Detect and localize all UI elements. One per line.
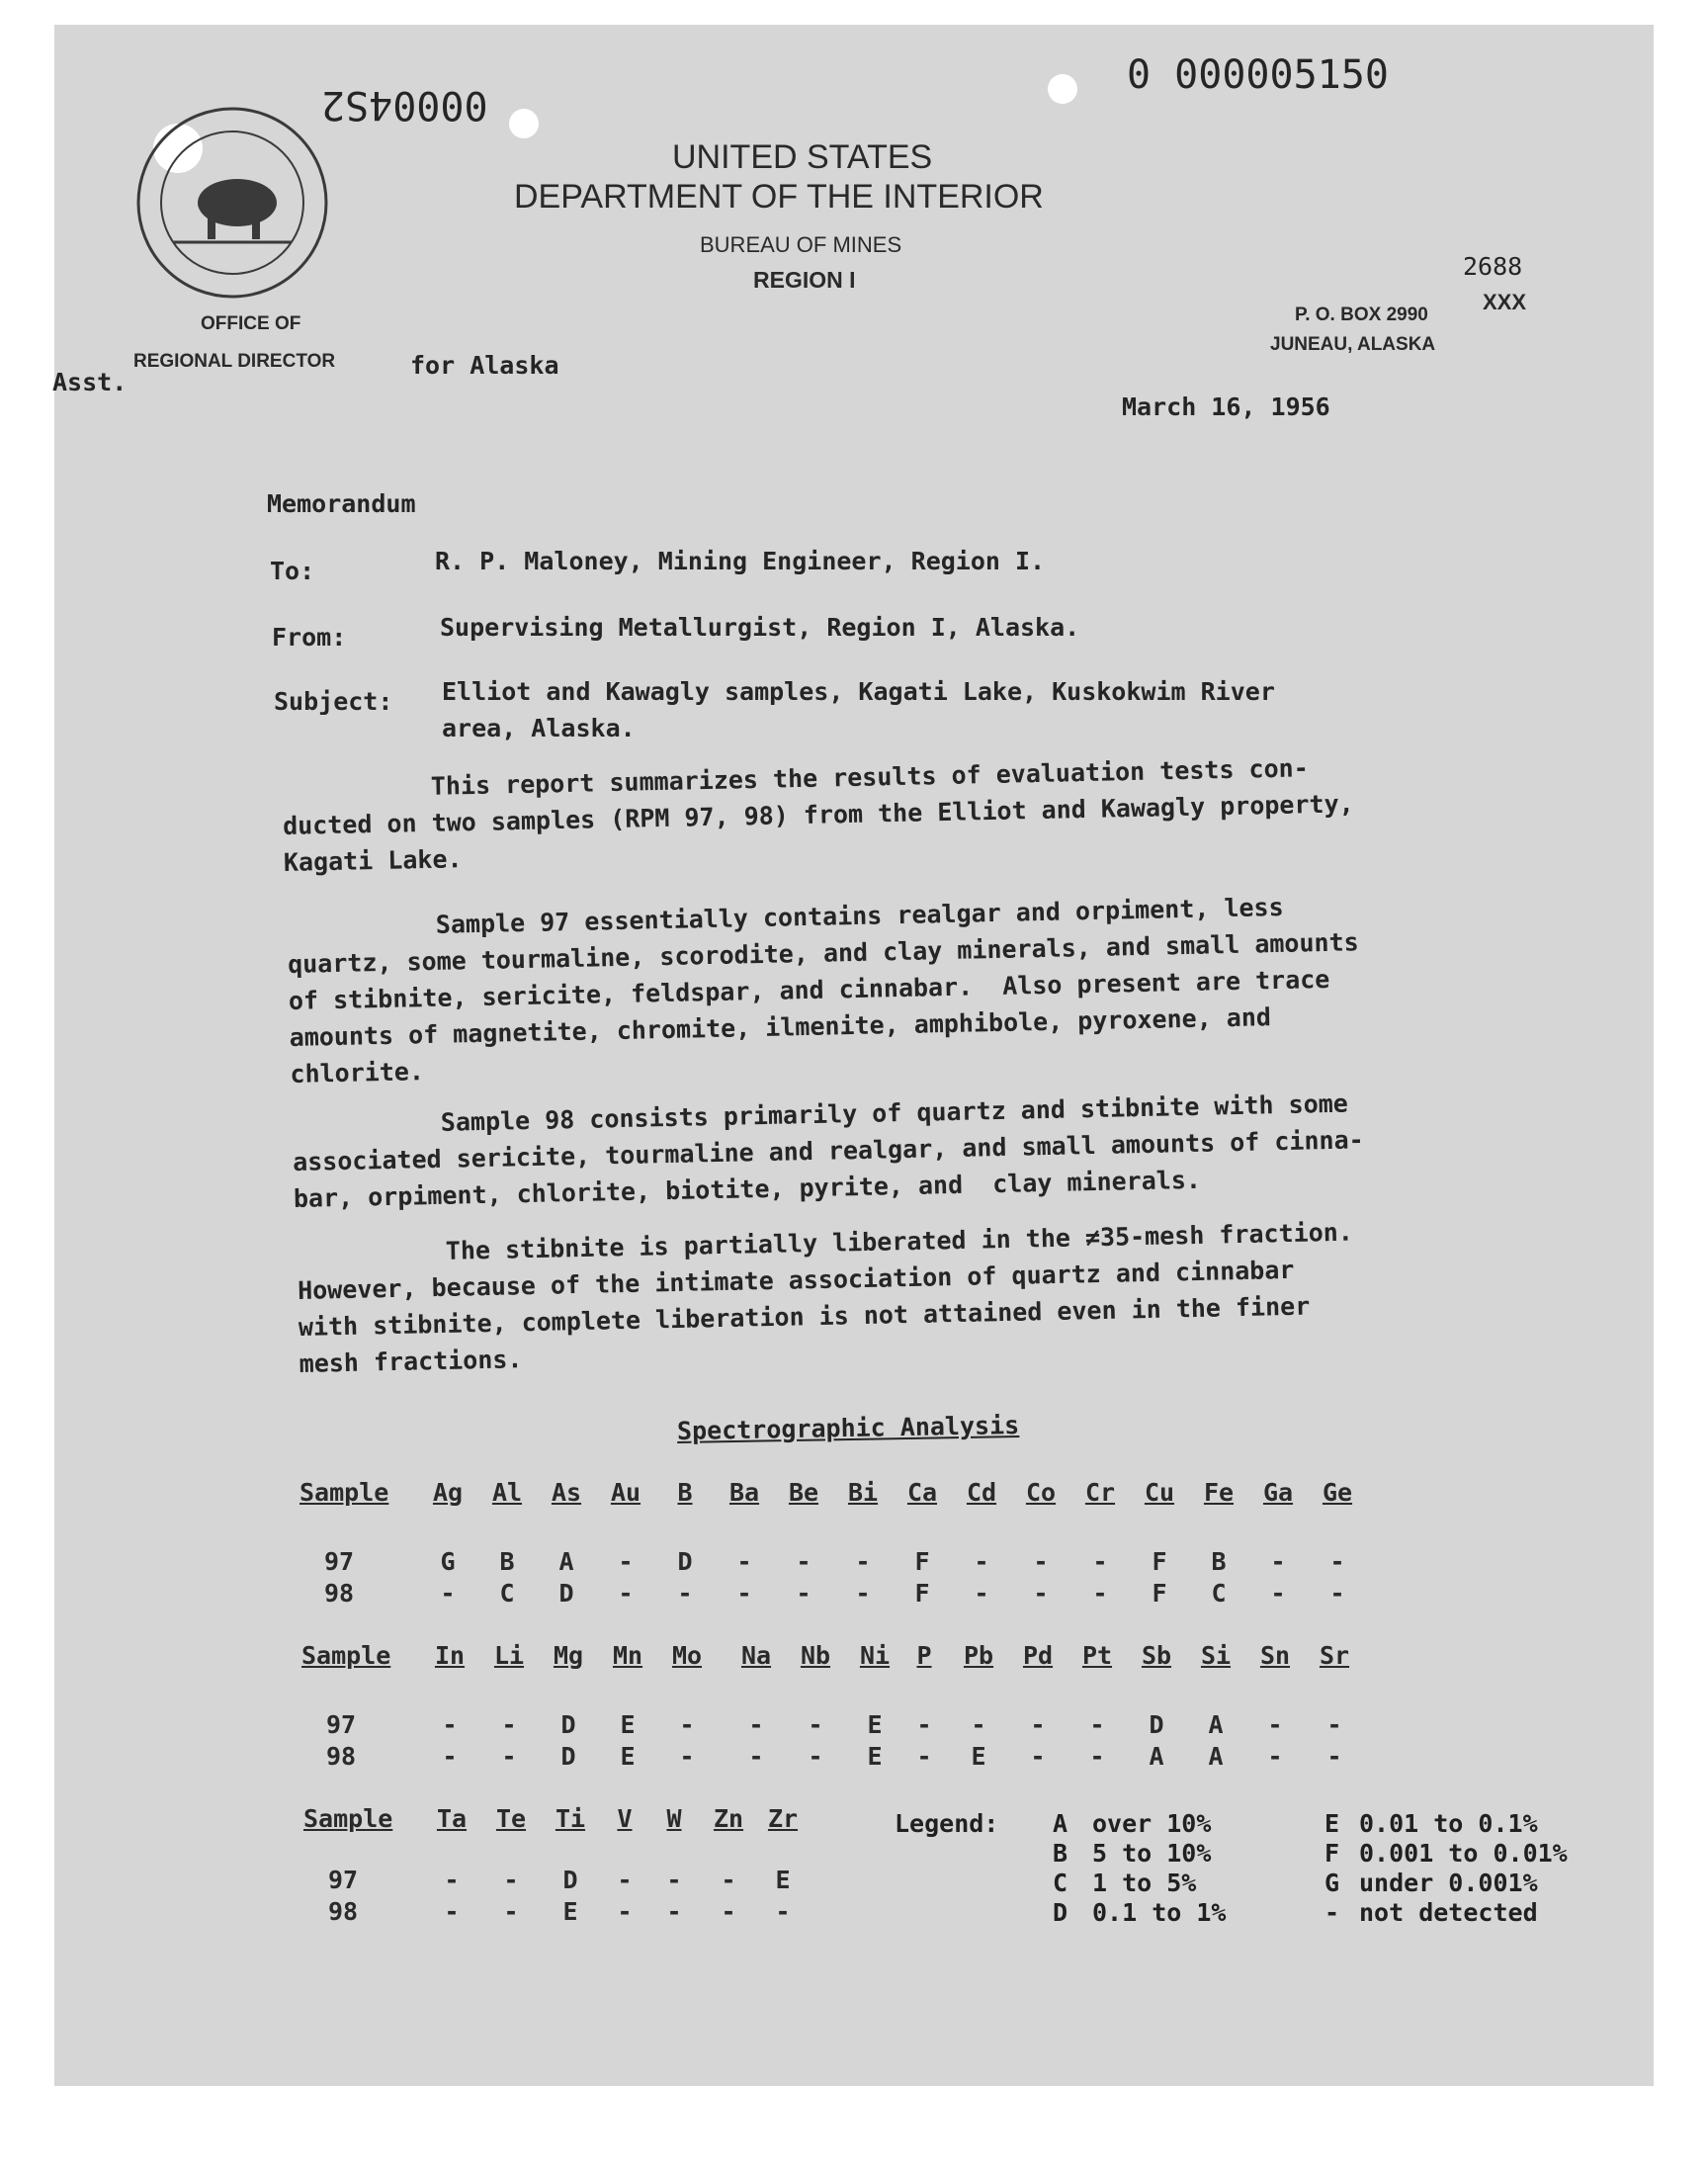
header-cell: Be	[788, 1478, 819, 1507]
agency-line-4: REGION I	[753, 267, 856, 293]
data-cell: -	[855, 1547, 871, 1576]
subject-line-2: area, Alaska.	[442, 714, 636, 742]
legend-key: E	[1324, 1809, 1340, 1838]
data-cell: D	[560, 1742, 576, 1771]
paragraph-2: Sample 97 essentially contains realgar and orpiment, less quartz, some tourmaline, scorodite, and clay minerals, and small amounts of stibnite, sericite, feldspar, and cinnabar. Also present are trace amounts of magnetite, chromite, ilmenite, amphibole, pyroxene, and chlorite.	[287, 892, 1359, 1088]
agency-line-3: BUREAU OF MINES	[700, 232, 902, 257]
data-cell: -	[444, 1866, 460, 1894]
header-cell: Pb	[963, 1641, 994, 1670]
from-label: From:	[272, 623, 347, 652]
punch-hole-right	[1048, 74, 1077, 104]
legend-value: 5 to 10%	[1092, 1839, 1212, 1868]
data-cell: -	[808, 1710, 823, 1739]
header-cell: Ba	[728, 1478, 760, 1507]
to-value: R. P. Maloney, Mining Engineer, Region I.	[435, 547, 1046, 575]
data-cell: D	[560, 1710, 576, 1739]
data-cell: D	[1149, 1710, 1164, 1739]
data-cell: -	[617, 1866, 633, 1894]
data-cell: -	[796, 1547, 811, 1576]
regional-director-label: REGIONAL DIRECTOR	[133, 351, 336, 372]
data-cell: E	[620, 1742, 636, 1771]
data-cell: -	[679, 1710, 695, 1739]
header-cell: Ti	[555, 1804, 586, 1833]
data-cell: -	[1270, 1579, 1286, 1608]
data-cell: -	[1033, 1579, 1049, 1608]
table-block-1	[299, 1478, 1584, 1616]
data-cell: -	[1092, 1547, 1108, 1576]
header-cell: Ga	[1262, 1478, 1294, 1507]
header-cell: Fe	[1203, 1478, 1235, 1507]
for-alaska-label: for Alaska	[410, 351, 559, 380]
header-cell: Pt	[1081, 1641, 1113, 1670]
data-cell: 97	[328, 1866, 359, 1894]
data-cell: -	[1033, 1547, 1049, 1576]
legend-value: under 0.001%	[1359, 1869, 1538, 1897]
data-cell: -	[666, 1866, 682, 1894]
data-cell: -	[736, 1579, 752, 1608]
header-cell: Al	[491, 1478, 523, 1507]
header-cell: Au	[610, 1478, 641, 1507]
legend-key: G	[1324, 1869, 1340, 1897]
header-cell: B	[677, 1478, 693, 1507]
legend-value: not detected	[1359, 1898, 1538, 1927]
memo-type: Memorandum	[267, 489, 416, 518]
data-cell: -	[1329, 1547, 1345, 1576]
legend-key: F	[1324, 1839, 1340, 1868]
data-cell: F	[1152, 1579, 1167, 1608]
data-cell: -	[775, 1897, 791, 1926]
data-cell: E	[971, 1742, 986, 1771]
paragraph-3: Sample 98 consists primarily of quartz and stibnite with some associated sericite, tourmaline and realgar, and small amounts of cinna- bar, orpiment, chlorite, biotite, pyrite, and clay minerals.	[292, 1088, 1364, 1213]
header-cell: Mo	[671, 1641, 703, 1670]
header-cell: Cd	[966, 1478, 997, 1507]
legend-key: C	[1053, 1869, 1068, 1897]
data-cell: A	[558, 1547, 574, 1576]
header-cell: Ta	[436, 1804, 468, 1833]
data-cell: -	[721, 1897, 736, 1926]
header-cell: Ag	[432, 1478, 464, 1507]
to-label: To:	[270, 557, 315, 585]
paragraph-1: This report summarizes the results of evaluation tests con- ducted on two samples (RPM 97, 98) from the Elliot and Kawagly property, Kagati Lake.	[282, 753, 1354, 877]
asst-label: Asst.	[52, 368, 128, 396]
header-cell: Sample	[299, 1478, 389, 1507]
data-cell: F	[914, 1579, 930, 1608]
data-cell: E	[620, 1710, 636, 1739]
data-cell: -	[1030, 1710, 1046, 1739]
legend-title: Legend:	[895, 1809, 999, 1838]
data-cell: 97	[326, 1710, 357, 1739]
header-cell: Na	[740, 1641, 772, 1670]
data-cell: -	[1267, 1710, 1283, 1739]
data-cell: E	[867, 1742, 883, 1771]
data-cell: B	[1211, 1547, 1227, 1576]
header-cell: Mn	[612, 1641, 643, 1670]
header-cell: Te	[495, 1804, 527, 1833]
header-cell: Sample	[301, 1641, 391, 1670]
header-cell: Sr	[1319, 1641, 1350, 1670]
header-cell: Cu	[1144, 1478, 1175, 1507]
data-cell: -	[748, 1742, 764, 1771]
table-block-2	[301, 1641, 1586, 1780]
header-cell: Nb	[800, 1641, 831, 1670]
punch-hole-middle	[509, 109, 539, 138]
legend-key: A	[1053, 1809, 1068, 1838]
legend-value: 0.1 to 1%	[1092, 1898, 1227, 1927]
data-cell: -	[677, 1579, 693, 1608]
data-cell: -	[617, 1897, 633, 1926]
data-cell: -	[440, 1579, 456, 1608]
header-cell: Pd	[1022, 1641, 1054, 1670]
table-title: Spectrographic Analysis	[676, 1410, 1020, 1446]
data-cell: 97	[324, 1547, 355, 1576]
data-cell: -	[666, 1897, 682, 1926]
header-cell: Co	[1025, 1478, 1057, 1507]
data-cell: -	[1267, 1742, 1283, 1771]
data-cell: -	[1270, 1547, 1286, 1576]
header-cell: Ca	[906, 1478, 938, 1507]
from-value: Supervising Metallurgist, Region I, Alaska.	[440, 613, 1080, 642]
box-number-handwritten: 2688	[1463, 252, 1523, 281]
legend-key: B	[1053, 1839, 1068, 1868]
data-cell: -	[736, 1547, 752, 1576]
data-cell: -	[1089, 1710, 1105, 1739]
header-cell: Zr	[767, 1804, 799, 1833]
po-box: P. O. BOX 2990	[1295, 304, 1428, 325]
header-cell: Zn	[713, 1804, 744, 1833]
paragraph-4: The stibnite is partially liberated in the ≠35-mesh fraction. However, because of the intimate association of quartz and cinnabar with stibnite, complete liberation is not attained even in the finer mesh fractions.	[297, 1217, 1354, 1378]
memo-page	[54, 25, 1654, 2086]
header-cell: V	[617, 1804, 633, 1833]
data-cell: E	[562, 1897, 578, 1926]
data-cell: -	[974, 1547, 989, 1576]
data-cell: 98	[328, 1897, 359, 1926]
data-cell: D	[558, 1579, 574, 1608]
table-block-3	[303, 1804, 946, 1943]
po-box-xxx: XXX	[1483, 290, 1527, 314]
header-cell: Ge	[1322, 1478, 1353, 1507]
data-cell: A	[1208, 1742, 1224, 1771]
data-cell: -	[503, 1866, 519, 1894]
header-cell: P	[916, 1641, 932, 1670]
header-cell: Si	[1200, 1641, 1232, 1670]
agency-line-2: DEPARTMENT OF THE INTERIOR	[514, 178, 1044, 216]
data-cell: A	[1149, 1742, 1164, 1771]
data-cell: E	[867, 1710, 883, 1739]
data-cell: -	[1329, 1579, 1345, 1608]
data-cell: -	[855, 1579, 871, 1608]
data-cell: 98	[326, 1742, 357, 1771]
legend-value: over 10%	[1092, 1809, 1212, 1838]
data-cell: F	[1152, 1547, 1167, 1576]
data-cell: -	[501, 1710, 517, 1739]
data-cell: -	[501, 1742, 517, 1771]
legend	[895, 1809, 1606, 1938]
data-cell: -	[748, 1710, 764, 1739]
subject-line-1: Elliot and Kawagly samples, Kagati Lake, Kuskokwim River	[442, 677, 1275, 706]
header-cell: Sn	[1259, 1641, 1291, 1670]
subject-label: Subject:	[274, 687, 393, 716]
legend-key: D	[1053, 1898, 1068, 1927]
data-cell: -	[808, 1742, 823, 1771]
stamp-number-left: 00004S2	[321, 82, 488, 128]
data-cell: D	[677, 1547, 693, 1576]
legend-value: 0.001 to 0.01%	[1359, 1839, 1568, 1868]
legend-value: 1 to 5%	[1092, 1869, 1197, 1897]
header-cell: Ni	[859, 1641, 891, 1670]
header-cell: In	[434, 1641, 466, 1670]
data-cell: -	[618, 1547, 634, 1576]
data-cell: -	[916, 1742, 932, 1771]
data-cell: -	[1030, 1742, 1046, 1771]
data-cell: E	[775, 1866, 791, 1894]
data-cell: -	[442, 1710, 458, 1739]
data-cell: -	[679, 1742, 695, 1771]
data-cell: -	[971, 1710, 986, 1739]
header-cell: Mg	[553, 1641, 584, 1670]
data-cell: F	[914, 1547, 930, 1576]
data-cell: -	[916, 1710, 932, 1739]
data-cell: -	[442, 1742, 458, 1771]
header-cell: As	[551, 1478, 582, 1507]
data-cell: -	[503, 1897, 519, 1926]
header-cell: Bi	[847, 1478, 879, 1507]
header-cell: Cr	[1084, 1478, 1116, 1507]
data-cell: -	[974, 1579, 989, 1608]
data-cell: -	[796, 1579, 811, 1608]
legend-value: 0.01 to 0.1%	[1359, 1809, 1538, 1838]
header-cell: W	[666, 1804, 682, 1833]
data-cell: C	[1211, 1579, 1227, 1608]
data-cell: -	[1092, 1579, 1108, 1608]
data-cell: A	[1208, 1710, 1224, 1739]
city: JUNEAU, ALASKA	[1270, 334, 1436, 355]
data-cell: D	[562, 1866, 578, 1894]
memo-date: March 16, 1956	[1122, 392, 1330, 421]
data-cell: B	[499, 1547, 515, 1576]
data-cell: 98	[324, 1579, 355, 1608]
agency-line-1: UNITED STATES	[672, 138, 933, 176]
data-cell: C	[499, 1579, 515, 1608]
data-cell: G	[440, 1547, 456, 1576]
department-seal	[133, 104, 331, 302]
legend-key: -	[1324, 1898, 1340, 1927]
data-cell: -	[1326, 1742, 1342, 1771]
office-label: OFFICE OF	[201, 313, 301, 334]
data-cell: -	[618, 1579, 634, 1608]
stamp-number-right: 0 000005150	[1127, 52, 1389, 98]
header-cell: Li	[493, 1641, 525, 1670]
header-cell: Sb	[1141, 1641, 1172, 1670]
header-cell: Sample	[303, 1804, 393, 1833]
data-cell: -	[1089, 1742, 1105, 1771]
data-cell: -	[721, 1866, 736, 1894]
data-cell: -	[1326, 1710, 1342, 1739]
data-cell: -	[444, 1897, 460, 1926]
